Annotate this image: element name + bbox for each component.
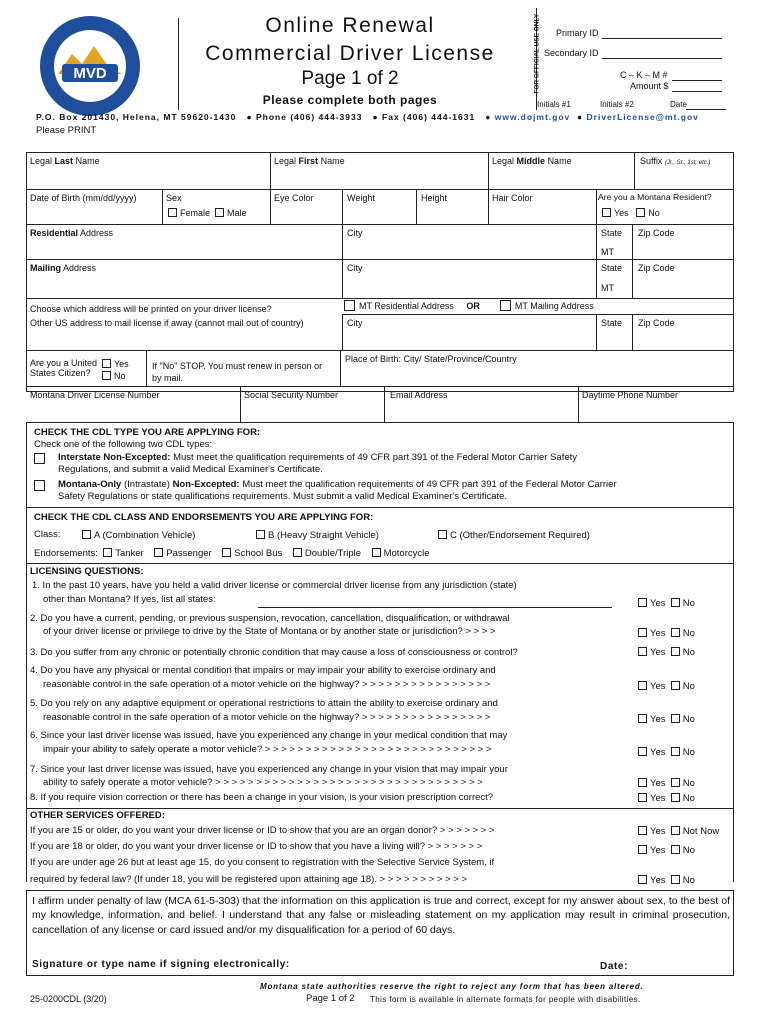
- sex-options: Female Male: [168, 208, 247, 218]
- q1-no-checkbox[interactable]: [671, 598, 680, 607]
- ckm-label: C – K – M #: [620, 70, 668, 80]
- primary-id-label: Primary ID: [556, 28, 599, 38]
- q2-yes-no: Yes No: [638, 628, 695, 640]
- q1-yes-checkbox[interactable]: [638, 598, 647, 607]
- q1-yes-no: Yes No: [638, 598, 695, 610]
- passenger-checkbox[interactable]: [154, 548, 163, 557]
- other-city-field[interactable]: City: [347, 318, 363, 328]
- residential-zip-field[interactable]: Zip Code: [638, 228, 675, 238]
- legal-middle-name-field[interactable]: Legal Middle Name: [492, 156, 572, 166]
- female-checkbox[interactable]: [168, 208, 177, 217]
- q4-yes-no: Yes No: [638, 681, 695, 693]
- q8-yes-checkbox[interactable]: [638, 793, 647, 802]
- ss-yes-checkbox[interactable]: [638, 875, 647, 884]
- class-b-checkbox[interactable]: [256, 530, 265, 539]
- phone: Phone (406) 444-3933: [255, 112, 363, 122]
- q7-yes-checkbox[interactable]: [638, 778, 647, 787]
- q2-yes-checkbox[interactable]: [638, 628, 647, 637]
- will-no-checkbox[interactable]: [671, 845, 680, 854]
- form-number: 25-0200CDL (3/20): [30, 994, 107, 1004]
- male-checkbox[interactable]: [215, 208, 224, 217]
- mt-mailing-checkbox[interactable]: [500, 300, 511, 311]
- mt-resident-question: Are you a Montana Resident?: [598, 192, 712, 202]
- class-options: Class: A (Combination Vehicle) B (Heavy Straight Vehicle) C (Other/Endorsement Required): [34, 529, 590, 541]
- mailing-state-value: MT: [601, 283, 614, 293]
- choose-address-question: Choose which address will be printed on your driver license?: [30, 304, 272, 314]
- affirmation-text: I affirm under penalty of law (MCA 61-5-303) that the information on this application is true and correct, except for my answer about sex, to the best of my knowledge, information, and belief. I understand that any false or misleading statement on my application may result in criminal prosecution, cancellation of any license or card issued and/or my disqualification for a period of 60 days.: [32, 895, 730, 936]
- dl-number-field[interactable]: Montana Driver License Number: [30, 390, 160, 400]
- q5-yes-checkbox[interactable]: [638, 714, 647, 723]
- motorcycle-checkbox[interactable]: [372, 548, 381, 557]
- q5-no-checkbox[interactable]: [671, 714, 680, 723]
- montana-only-checkbox[interactable]: [34, 480, 45, 491]
- question-6: 6. Since your last driver license was issued, have you experienced any change in your medical condition that may impair your ability to safely operate a motor vehicle? > > > > > > > > > > > > > > > > > > > > > > > > > > > >: [30, 730, 508, 755]
- cdl-type-heading: CHECK THE CDL TYPE YOU ARE APPLYING FOR:: [34, 427, 261, 438]
- tanker-checkbox[interactable]: [103, 548, 112, 557]
- organ-donor-options: Yes Not Now: [638, 826, 719, 838]
- initials1-label: Initials #1: [537, 100, 571, 109]
- q4-no-checkbox[interactable]: [671, 681, 680, 690]
- question-2: 2. Do you have a current, pending, or previous suspension, revocation, cancellation, disqualification, or withdrawal of your driver license or privilege to drive by the State of Montana or by another state or jurisdiction? > > > >: [30, 613, 510, 637]
- ss-no-checkbox[interactable]: [671, 875, 680, 884]
- q3-yes-no: Yes No: [638, 647, 695, 659]
- subtitle: Please complete both pages: [262, 93, 438, 107]
- po-box: P.O. Box 201430, Helena, MT 59620-1430: [36, 112, 237, 122]
- q6-yes-no: Yes No: [638, 747, 695, 759]
- living-will-options: Yes No: [638, 845, 695, 857]
- q8-yes-no: Yes No: [638, 793, 695, 805]
- mvd-seal-icon: [38, 14, 142, 118]
- question-1: 1. In the past 10 years, have you held a valid driver license or commercial driver license from any jurisdiction (state) other than Montana? If yes, list all states:: [32, 580, 517, 605]
- us-citizen-options: Yes No: [102, 358, 129, 382]
- title-page: Page 1 of 2: [301, 68, 399, 89]
- daytime-phone-field[interactable]: Daytime Phone Number: [582, 390, 679, 400]
- q6-yes-checkbox[interactable]: [638, 747, 647, 756]
- will-yes-checkbox[interactable]: [638, 845, 647, 854]
- living-will-question: If you are 18 or older, do you want your driver license or ID to show that you have a living will? > > > > > > >: [30, 841, 483, 852]
- title-cdl: Commercial Driver License: [205, 42, 495, 65]
- weight-field[interactable]: Weight: [347, 193, 375, 203]
- height-field[interactable]: Height: [421, 193, 448, 203]
- citizen-yes-checkbox[interactable]: [102, 359, 111, 368]
- secondary-id-label: Secondary ID: [544, 48, 599, 58]
- class-a-checkbox[interactable]: [82, 530, 91, 539]
- fax: Fax (406) 444-1631: [382, 112, 476, 122]
- resident-yes-checkbox[interactable]: [602, 208, 611, 217]
- mt-residential-checkbox[interactable]: [344, 300, 355, 311]
- citizen-no-checkbox[interactable]: [102, 371, 111, 380]
- cdl-type-intro: Check one of the following two CDL types:: [34, 439, 213, 450]
- svg-text:MVD: MVD: [73, 65, 107, 82]
- hair-color-field[interactable]: Hair Color: [492, 193, 533, 203]
- please-print: Please PRINT: [36, 125, 97, 136]
- mvd-logo: [38, 14, 142, 118]
- question-8: 8. If you require vision correction or there has been a change in your vision, is your vision prescription correct?: [30, 792, 494, 803]
- licensing-heading: LICENSING QUESTIONS:: [30, 566, 144, 577]
- dob-field[interactable]: Date of Birth (mm/dd/yyyy): [30, 193, 137, 203]
- email-link[interactable]: DriverLicense@mt.gov: [586, 112, 699, 122]
- other-state-field[interactable]: State: [601, 318, 623, 328]
- signature-label: Signature or type name if signing electronically:: [32, 959, 290, 970]
- ssn-field[interactable]: Social Security Number: [244, 390, 339, 400]
- if-no-stop-note: If "No" STOP. You must renew in person or by mail.: [152, 361, 323, 384]
- mailing-city-field[interactable]: City: [347, 263, 363, 273]
- other-services-heading: OTHER SERVICES OFFERED:: [30, 810, 165, 821]
- legal-last-name-field[interactable]: Legal Last Name: [30, 156, 100, 166]
- title-online-renewal: Online Renewal: [265, 14, 435, 37]
- us-citizen-question: Are you a United States Citizen?: [30, 358, 98, 379]
- reserve-notice: Montana state authorities reserve the right to reject any form that has been altered.: [260, 982, 644, 991]
- mailing-state-label: State: [601, 263, 623, 273]
- selective-service-options: Yes No: [638, 875, 695, 887]
- school-bus-checkbox[interactable]: [222, 548, 231, 557]
- class-c-checkbox[interactable]: [438, 530, 447, 539]
- q7-no-checkbox[interactable]: [671, 778, 680, 787]
- q6-no-checkbox[interactable]: [671, 747, 680, 756]
- footer-page: Page 1 of 2: [306, 993, 355, 1004]
- mailing-zip-field[interactable]: Zip Code: [638, 263, 675, 273]
- q7-yes-no: Yes No: [638, 778, 695, 790]
- mt-resident-options: Yes No: [602, 208, 660, 218]
- suffix-field[interactable]: Suffix (Jr., Sr., 1st, etc.): [640, 156, 711, 166]
- residential-address-field[interactable]: Residential Address: [30, 228, 114, 238]
- address-line: P.O. Box 201430, Helena, MT 59620-1430 ● Phone (406) 444-3933 ● Fax (406) 444-1631 ● www.dojmt.gov ● DriverLicense@mt.gov: [36, 112, 699, 122]
- q4-yes-checkbox[interactable]: [638, 681, 647, 690]
- other-us-address-field[interactable]: Other US address to mail license if away (cannot mail out of country): [30, 318, 304, 328]
- alt-formats-notice: This form is available in alternate formats for people with disabilities.: [370, 995, 641, 1004]
- address-choice-options: MT Residential Address OR MT Mailing Address: [344, 300, 594, 311]
- selective-service-question: If you are under age 26 but at least age 15, do you consent to registration with the Selective Service System, if required by federal law? (If under 18, you will be registered upon attaining age 18). > > > > > > > > > > >: [30, 857, 495, 885]
- question-4: 4. Do you have any physical or mental condition that impairs or may impair your ability to exercise ordinary and reasonable control in the safe operation of a motor vehicle on the highway? > > > > > > > > > > > > > > > >: [30, 665, 496, 690]
- website-link[interactable]: www.dojmt.gov: [494, 112, 571, 122]
- residential-city-field[interactable]: City: [347, 228, 363, 238]
- q8-no-checkbox[interactable]: [671, 793, 680, 802]
- residential-state-label: State: [601, 228, 623, 238]
- residential-state-value: MT: [601, 247, 614, 257]
- resident-no-checkbox[interactable]: [636, 208, 645, 217]
- endorsement-options: Endorsements: Tanker Passenger School Bus Double/Triple Motorcycle: [34, 548, 430, 559]
- legal-first-name-field[interactable]: Legal First Name: [274, 156, 345, 166]
- other-zip-field[interactable]: Zip Code: [638, 318, 675, 328]
- q3-yes-checkbox[interactable]: [638, 647, 647, 656]
- sex-label: Sex: [166, 193, 182, 203]
- organ-not-now-checkbox[interactable]: [671, 826, 680, 835]
- question-7: 7. Since your last driver license was issued, have you experienced any change in your vision that may impair your ability to safely operate a motor vehicle? > > > > > > > > > > > > > > > > > > > > > > > > > > > > > > > > >: [30, 764, 508, 788]
- amount-label: Amount $: [630, 81, 669, 91]
- q2-no-checkbox[interactable]: [671, 628, 680, 637]
- date-label-header: Date: [670, 100, 687, 109]
- cdl-class-heading: CHECK THE CDL CLASS AND ENDORSEMENTS YOU ARE APPLYING FOR:: [34, 512, 374, 523]
- mailing-address-field[interactable]: Mailing Address: [30, 263, 97, 273]
- email-address-field[interactable]: Email Address: [390, 390, 448, 400]
- interstate-checkbox[interactable]: [34, 453, 45, 464]
- date-label: Date:: [600, 961, 629, 972]
- question-5: 5. Do you rely on any adaptive equipment or operational restrictions to attain the ability to exercise ordinary and reasonable control in the safe operation of a motor vehicle on the highway? > > > > > > > > > > > > > > > >: [30, 698, 498, 723]
- double-triple-checkbox[interactable]: [293, 548, 302, 557]
- q3-no-checkbox[interactable]: [671, 647, 680, 656]
- question-3: 3. Do you suffer from any chronic or potentially chronic condition that may cause a loss of consciousness or control?: [30, 647, 518, 658]
- place-of-birth-field[interactable]: Place of Birth: City/ State/Province/Country: [345, 354, 517, 364]
- q5-yes-no: Yes No: [638, 714, 695, 726]
- organ-yes-checkbox[interactable]: [638, 826, 647, 835]
- eye-color-field[interactable]: Eye Color: [274, 193, 314, 203]
- organ-donor-question: If you are 15 or older, do you want your driver license or ID to show that you are an organ donor? > > > > > > >: [30, 825, 495, 836]
- initials2-label: Initials #2: [600, 100, 634, 109]
- official-use-label: FOR OFFICIAL USE ONLY: [533, 13, 541, 94]
